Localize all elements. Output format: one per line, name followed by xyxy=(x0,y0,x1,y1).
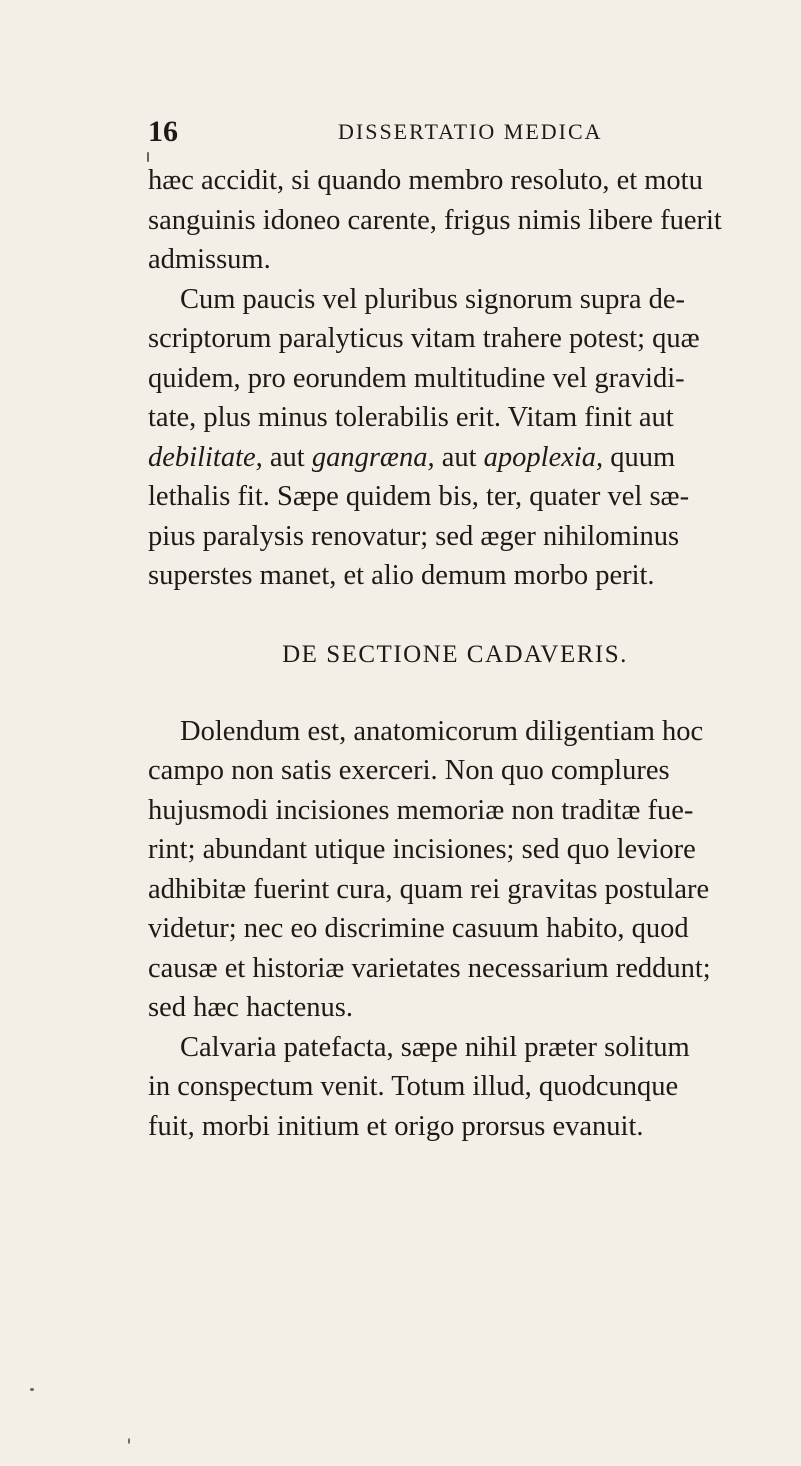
text-line: tate, plus minus tolerabilis erit. Vitam finit aut xyxy=(148,402,674,433)
text-line: admissum. xyxy=(148,244,271,275)
text-fragment: quum xyxy=(603,441,676,473)
page-header xyxy=(148,112,748,152)
text-line: in conspectum venit. Totum illud, quodcunque xyxy=(148,1071,679,1102)
italic-term: apoplexia, xyxy=(483,441,604,473)
text-line: adhibitæ fuerint cura, quam rei gravitas postulare xyxy=(148,873,710,905)
paragraph-calvaria xyxy=(148,1028,750,1147)
text-line: Cum paucis vel pluribus signorum supra de- xyxy=(180,283,686,315)
text-line: lethalis fit. Sæpe quidem bis, ter, quater vel sæ- xyxy=(148,481,690,512)
text-line: quidem, pro eorundem multitudine vel gravidi- xyxy=(148,362,685,394)
text-line: hujusmodi incisiones memoriæ non traditæ fue- xyxy=(148,794,694,826)
text-line: hæc accidit, si quando membro resoluto, et motu xyxy=(148,165,703,196)
text-fragment: aut xyxy=(262,441,312,473)
print-speck xyxy=(128,1438,130,1444)
paragraph-dolendum xyxy=(148,712,750,1028)
italic-term: debilitate, xyxy=(148,441,263,473)
text-line: scriptorum paralyticus vitam trahere potest; quæ xyxy=(148,323,700,354)
print-speck xyxy=(147,152,149,162)
page-number: 16 xyxy=(148,115,178,148)
italic-term: gangræna, xyxy=(311,441,435,473)
text-line: campo non satis exerceri. Non quo complures xyxy=(148,755,670,786)
running-head: DISSERTATIO MEDICA xyxy=(338,119,603,144)
print-speck xyxy=(30,1388,34,1391)
text-line: pius paralysis renovatur; sed æger nihilominus xyxy=(148,520,680,552)
text-line: sanguinis idoneo carente, frigus nimis libere fuerit xyxy=(148,204,722,236)
text-line: Dolendum est, anatomicorum diligentiam hoc xyxy=(180,715,704,747)
text-line: Calvaria patefacta, sæpe nihil præter solitum xyxy=(180,1031,690,1063)
text-line: rint; abundant utique incisiones; sed quo leviore xyxy=(148,834,696,865)
section-heading: DE SECTIONE CADAVERIS. xyxy=(282,640,628,668)
text-line: causæ et historiæ varietates necessarium reddunt; xyxy=(148,952,711,984)
text-line: fuit, morbi initium et origo prorsus evanuit. xyxy=(148,1110,644,1142)
body-text xyxy=(148,161,750,1146)
text-fragment: aut xyxy=(434,441,484,473)
paragraph-continuation xyxy=(148,161,750,280)
text-line-italics xyxy=(148,438,750,478)
text-line: superstes manet, et alio demum morbo perit. xyxy=(148,560,655,591)
paragraph-cum-paucis xyxy=(148,280,750,596)
text-line: sed hæc hactenus. xyxy=(148,992,353,1023)
text-line: videtur; nec eo discrimine casuum habito, quod xyxy=(148,913,689,944)
